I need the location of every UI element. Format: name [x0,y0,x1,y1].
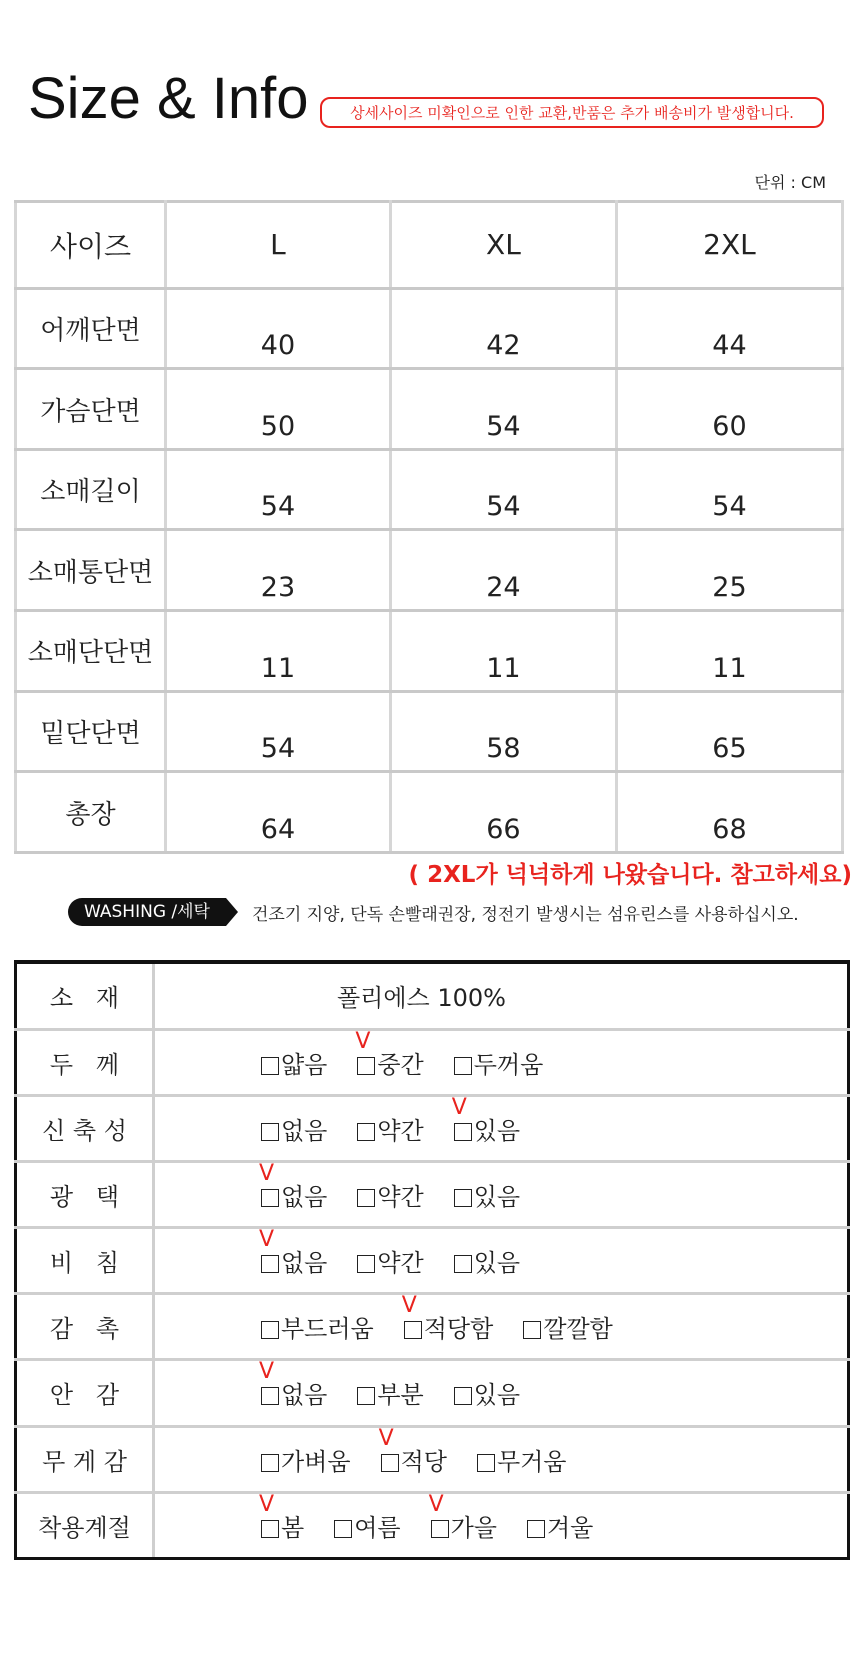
option-label: 있음 [473,1116,521,1145]
checkbox-icon[interactable] [404,1321,422,1339]
size-value-cell: 11 [616,611,842,692]
size-row-label: 어깨단면 [16,288,166,369]
check-mark-icon: V [259,1359,275,1385]
check-mark-icon: V [401,1293,417,1319]
attribute-options [154,1029,849,1095]
checkbox-option[interactable] [261,1045,327,1080]
exchange-notice-badge: 상세사이즈 미확인으로 인한 교환,반품은 추가 배송비가 발생합니다. [320,97,824,128]
checkbox-icon[interactable] [261,1387,279,1405]
size-value-cell: 54 [616,449,842,530]
checkbox-icon[interactable] [454,1123,472,1141]
checkbox-option[interactable] [261,1309,374,1344]
size-table [14,200,844,854]
option-label: 여름 [354,1513,401,1542]
checkbox-icon[interactable] [357,1123,375,1141]
size-value-cell: 64 [165,772,390,853]
washing-badge: WASHING /세탁 [68,898,226,926]
option-label: 약간 [377,1249,424,1278]
fabric-attribute-row [16,1492,849,1558]
checkbox-icon[interactable] [261,1520,279,1538]
option-label: 있음 [473,1249,521,1278]
checkbox-option[interactable] [259,1160,328,1212]
check-mark-icon: V [378,1425,394,1451]
option-label: 겨울 [546,1513,594,1542]
check-mark-icon: V [451,1094,467,1120]
size-row-label: 총장 [16,772,166,853]
option-label: 부분 [377,1381,424,1410]
checkbox-icon[interactable] [357,1387,375,1405]
option-label: 중간 [377,1050,424,1079]
size-row-label: 소매길이 [16,449,166,530]
checkbox-option[interactable] [477,1442,567,1477]
checkbox-option[interactable] [454,1243,520,1278]
checkbox-icon[interactable] [261,1454,279,1472]
size-table-row [16,611,843,692]
checkbox-option[interactable] [259,1491,305,1543]
attribute-label: 안 감 [16,1360,154,1426]
attribute-options [154,1492,849,1558]
attribute-options [154,1228,849,1294]
option-label: 약간 [377,1116,424,1145]
checkbox-option[interactable] [401,1293,494,1344]
checkbox-option[interactable] [334,1508,400,1543]
washing-section [68,898,799,926]
option-label: 깔깔함 [543,1315,613,1344]
option-label: 적당함 [423,1315,494,1344]
attribute-label: 감 촉 [16,1294,154,1360]
size-table-header-row [16,202,843,289]
option-label: 봄 [281,1513,305,1542]
checkbox-option[interactable] [357,1243,423,1278]
attribute-label: 무 게 감 [16,1426,154,1492]
checkbox-option[interactable] [523,1309,613,1344]
fabric-info-table [14,960,850,1560]
check-mark-icon: V [355,1028,371,1054]
checkbox-option[interactable] [527,1508,593,1543]
size-value-cell: 65 [616,691,842,772]
attribute-label: 신 축 성 [16,1095,154,1161]
size-value-cell: 68 [616,772,842,853]
checkbox-icon[interactable] [527,1520,545,1538]
size-value-cell: 25 [616,530,842,611]
checkbox-icon[interactable] [357,1057,375,1075]
size-row-label: 소매통단면 [16,530,166,611]
attribute-label: 비 침 [16,1228,154,1294]
option-label: 있음 [473,1381,521,1410]
option-label: 없음 [281,1249,328,1278]
size-note: ( 2XL가 넉넉하게 나왔습니다. 참고하세요) [408,862,852,888]
checkbox-option[interactable] [454,1375,520,1410]
attribute-options [154,1294,849,1360]
size-value-cell: 66 [390,772,616,853]
unit-label: 단위 : CM [754,173,826,192]
check-mark-icon: V [259,1160,275,1186]
size-value-cell: 42 [390,288,616,369]
checkbox-icon[interactable] [454,1255,472,1273]
material-label: 소 재 [16,962,154,1029]
checkbox-option[interactable] [357,1111,423,1146]
fabric-attribute-row [16,1228,849,1294]
size-value-cell: 54 [165,449,390,530]
option-label: 무거움 [496,1447,567,1476]
size-row-label: 가슴단면 [16,369,166,450]
attribute-label: 착용계절 [16,1492,154,1558]
size-row-label: 소매단단면 [16,611,166,692]
checkbox-icon[interactable] [454,1387,472,1405]
option-label: 얇음 [281,1050,328,1079]
size-table-row [16,449,843,530]
fabric-attribute-row [16,1029,849,1095]
checkbox-icon[interactable] [334,1520,352,1538]
size-value-cell: 50 [165,369,390,450]
attribute-options [154,1426,849,1492]
size-value-cell: 44 [616,288,842,369]
checkbox-option[interactable] [378,1425,447,1477]
checkbox-option[interactable] [454,1177,520,1212]
checkbox-icon[interactable] [454,1189,472,1207]
fabric-attribute-row [16,1161,849,1227]
size-value-cell: 11 [165,611,390,692]
checkbox-option[interactable] [428,1491,497,1543]
size-value-cell: 58 [390,691,616,772]
size-value-cell: 54 [165,691,390,772]
attribute-label: 광 택 [16,1161,154,1227]
fabric-attribute-row [16,1360,849,1426]
washing-instructions: 건조기 지양, 단독 손빨래권장, 정전기 발생시는 섬유린스를 사용하십시오. [251,904,799,925]
size-value-cell: 24 [390,530,616,611]
option-label: 없음 [281,1182,328,1211]
option-label: 없음 [281,1116,328,1145]
checkbox-option[interactable] [261,1442,351,1477]
checkbox-icon[interactable] [523,1321,541,1339]
check-mark-icon: V [259,1227,275,1253]
checkbox-option[interactable] [454,1045,544,1080]
checkbox-icon[interactable] [261,1057,279,1075]
option-label: 가벼움 [281,1447,351,1476]
option-label: 없음 [281,1381,328,1410]
size-value-cell: 11 [390,611,616,692]
column-header-xl: XL [390,202,616,289]
fabric-attribute-row [16,1095,849,1161]
fabric-attribute-row [16,1426,849,1492]
page-title: Size & Info [28,66,309,131]
size-table-row [16,772,843,853]
checkbox-icon[interactable] [381,1454,399,1472]
material-value: 폴리에스 100% [154,962,849,1029]
checkbox-icon[interactable] [431,1520,449,1538]
size-table-row [16,288,843,369]
option-label: 가을 [450,1513,497,1542]
checkbox-option[interactable] [355,1028,424,1080]
option-label: 두꺼움 [473,1050,544,1079]
attribute-label: 두 께 [16,1029,154,1095]
option-label: 있음 [473,1182,521,1211]
size-table-row [16,691,843,772]
check-mark-icon: V [428,1491,444,1517]
checkbox-option[interactable] [357,1177,423,1212]
checkbox-option[interactable] [261,1111,327,1146]
checkbox-option[interactable] [357,1375,423,1410]
check-mark-icon: V [259,1491,275,1517]
checkbox-option[interactable] [259,1227,328,1278]
column-header-l: L [165,202,390,289]
size-value-cell: 54 [390,369,616,450]
option-label: 적당 [400,1447,447,1476]
size-table-row [16,369,843,450]
checkbox-icon[interactable] [477,1454,495,1472]
attribute-options [154,1360,849,1426]
fabric-attribute-row [16,1294,849,1360]
checkbox-icon[interactable] [357,1255,375,1273]
size-row-label: 밑단단면 [16,691,166,772]
material-row [16,962,849,1029]
size-value-cell: 23 [165,530,390,611]
checkbox-icon[interactable] [261,1321,279,1339]
checkbox-icon[interactable] [261,1189,279,1207]
size-value-cell: 60 [616,369,842,450]
checkbox-option[interactable] [451,1094,521,1146]
checkbox-option[interactable] [259,1359,328,1410]
checkbox-icon[interactable] [261,1123,279,1141]
checkbox-icon[interactable] [357,1189,375,1207]
checkbox-icon[interactable] [261,1255,279,1273]
size-value-cell: 40 [165,288,390,369]
attribute-options [154,1161,849,1227]
checkbox-icon[interactable] [454,1057,472,1075]
option-label: 약간 [377,1182,424,1211]
attribute-options [154,1095,849,1161]
column-header-size: 사이즈 [16,202,166,289]
option-label: 부드러움 [281,1315,374,1344]
size-table-row [16,530,843,611]
size-value-cell: 54 [390,449,616,530]
column-header-2xl: 2XL [616,202,842,289]
